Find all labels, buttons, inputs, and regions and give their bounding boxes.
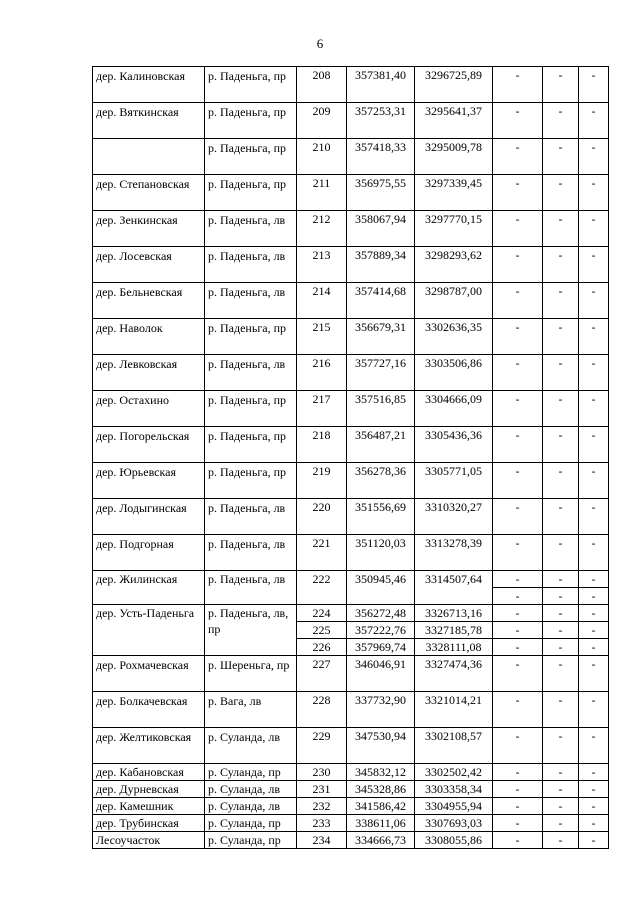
value-cell: -: [543, 211, 579, 247]
table-row: [93, 355, 609, 391]
river-cell: р. Вага, лв: [205, 692, 297, 728]
value-cell: -: [543, 247, 579, 283]
river-cell: р. Паденьга, лв: [205, 283, 297, 319]
value-cell: -: [579, 103, 609, 139]
table-row: [93, 139, 609, 175]
value-cell: -: [493, 319, 543, 355]
value-cell: -: [493, 605, 543, 622]
table-row: [93, 535, 609, 571]
table-row: [93, 175, 609, 211]
value-cell: -: [543, 571, 579, 588]
value-cell: -: [579, 692, 609, 728]
settlement-cell: дер. Степановская: [93, 175, 205, 211]
table-row: [93, 103, 609, 139]
value-cell: -: [493, 728, 543, 764]
y-coordinate-cell: 3304955,94: [415, 798, 493, 815]
value-cell: -: [493, 571, 543, 588]
value-cell: -: [543, 639, 579, 656]
value-cell: -: [493, 175, 543, 211]
x-coordinate-cell: 334666,73: [347, 832, 415, 849]
value-cell: -: [543, 535, 579, 571]
x-coordinate-cell: 356278,36: [347, 463, 415, 499]
table-row: [93, 247, 609, 283]
table-row: [93, 764, 609, 781]
y-coordinate-cell: 3298293,62: [415, 247, 493, 283]
river-cell: р. Паденьга, пр: [205, 175, 297, 211]
table-row: [93, 605, 609, 622]
river-cell: р. Паденьга, лв: [205, 571, 297, 605]
table-row: [93, 319, 609, 355]
y-coordinate-cell: 3303506,86: [415, 355, 493, 391]
value-cell: -: [543, 139, 579, 175]
x-coordinate-cell: 357889,34: [347, 247, 415, 283]
page-number: 6: [316, 36, 324, 51]
value-cell: -: [543, 728, 579, 764]
value-cell: -: [579, 463, 609, 499]
settlement-cell: дер. Дурневская: [93, 781, 205, 798]
value-cell: -: [543, 781, 579, 798]
value-cell: -: [493, 588, 543, 605]
x-coordinate-cell: 345328,86: [347, 781, 415, 798]
settlement-cell: дер. Жилинская: [93, 571, 205, 605]
value-cell: -: [579, 319, 609, 355]
value-cell: -: [543, 588, 579, 605]
settlement-cell: дер. Кабановская: [93, 764, 205, 781]
point-number-cell: 225: [297, 622, 347, 639]
y-coordinate-cell: 3304666,09: [415, 391, 493, 427]
value-cell: -: [579, 781, 609, 798]
river-cell: р. Суланда, лв: [205, 728, 297, 764]
value-cell: -: [579, 427, 609, 463]
point-number-cell: 215: [297, 319, 347, 355]
table-row: [93, 815, 609, 832]
point-number-cell: 221: [297, 535, 347, 571]
y-coordinate-cell: 3302636,35: [415, 319, 493, 355]
value-cell: -: [493, 139, 543, 175]
table-row: [93, 391, 609, 427]
value-cell: -: [493, 535, 543, 571]
value-cell: -: [493, 103, 543, 139]
x-coordinate-cell: 358067,94: [347, 211, 415, 247]
value-cell: -: [543, 499, 579, 535]
value-cell: -: [543, 605, 579, 622]
x-coordinate-cell: 357418,33: [347, 139, 415, 175]
value-cell: -: [579, 815, 609, 832]
value-cell: -: [579, 139, 609, 175]
value-cell: -: [579, 639, 609, 656]
value-cell: -: [543, 283, 579, 319]
river-cell: р. Суланда, лв: [205, 798, 297, 815]
y-coordinate-cell: 3321014,21: [415, 692, 493, 728]
y-coordinate-cell: 3308055,86: [415, 832, 493, 849]
value-cell: -: [493, 391, 543, 427]
x-coordinate-cell: 351120,03: [347, 535, 415, 571]
point-number-cell: 222: [297, 571, 347, 605]
settlement-cell: дер. Вяткинская: [93, 103, 205, 139]
table-row: [93, 832, 609, 849]
value-cell: -: [543, 175, 579, 211]
value-cell: -: [493, 656, 543, 692]
value-cell: -: [543, 427, 579, 463]
river-cell: р. Паденьга, пр: [205, 391, 297, 427]
river-cell: р. Паденьга, лв: [205, 535, 297, 571]
river-cell: р. Паденьга, лв: [205, 499, 297, 535]
x-coordinate-cell: 357381,40: [347, 67, 415, 103]
value-cell: -: [579, 211, 609, 247]
value-cell: -: [493, 355, 543, 391]
value-cell: -: [579, 622, 609, 639]
table-row: [93, 211, 609, 247]
river-cell: р. Паденьга, пр: [205, 463, 297, 499]
value-cell: -: [579, 764, 609, 781]
value-cell: -: [579, 175, 609, 211]
value-cell: -: [543, 103, 579, 139]
y-coordinate-cell: 3326713,16: [415, 605, 493, 622]
point-number-cell: 219: [297, 463, 347, 499]
table-row: [93, 463, 609, 499]
settlement-cell: дер. Остахино: [93, 391, 205, 427]
settlement-cell: дер. Подгорная: [93, 535, 205, 571]
value-cell: -: [493, 622, 543, 639]
river-cell: р. Паденьга, лв: [205, 355, 297, 391]
value-cell: -: [579, 535, 609, 571]
settlement-cell: дер. Калиновская: [93, 67, 205, 103]
x-coordinate-cell: 337732,90: [347, 692, 415, 728]
point-number-cell: 211: [297, 175, 347, 211]
settlement-cell: дер. Бельневская: [93, 283, 205, 319]
value-cell: -: [579, 728, 609, 764]
table-row: [93, 283, 609, 319]
settlement-cell: дер. Болкачевская: [93, 692, 205, 728]
value-cell: -: [493, 639, 543, 656]
x-coordinate-cell: 357727,16: [347, 355, 415, 391]
x-coordinate-cell: 357516,85: [347, 391, 415, 427]
river-cell: р. Паденьга, пр: [205, 427, 297, 463]
point-number-cell: 217: [297, 391, 347, 427]
value-cell: -: [579, 656, 609, 692]
value-cell: -: [543, 67, 579, 103]
value-cell: -: [493, 832, 543, 849]
value-cell: -: [579, 588, 609, 605]
x-coordinate-cell: 357253,31: [347, 103, 415, 139]
x-coordinate-cell: 356975,55: [347, 175, 415, 211]
value-cell: -: [493, 463, 543, 499]
value-cell: -: [579, 283, 609, 319]
settlement-cell: дер. Усть-Паденьга: [93, 605, 205, 656]
point-number-cell: 226: [297, 639, 347, 656]
point-number-cell: 228: [297, 692, 347, 728]
x-coordinate-cell: 357414,68: [347, 283, 415, 319]
value-cell: -: [543, 764, 579, 781]
table-row: [93, 427, 609, 463]
value-cell: -: [493, 781, 543, 798]
value-cell: -: [579, 798, 609, 815]
x-coordinate-cell: 345832,12: [347, 764, 415, 781]
y-coordinate-cell: 3302108,57: [415, 728, 493, 764]
value-cell: -: [543, 656, 579, 692]
river-cell: р. Суланда, пр: [205, 832, 297, 849]
river-cell: р. Паденьга, пр: [205, 139, 297, 175]
point-number-cell: 232: [297, 798, 347, 815]
point-number-cell: 230: [297, 764, 347, 781]
settlement-cell: дер. Камешник: [93, 798, 205, 815]
settlement-cell: дер. Рохмачевская: [93, 656, 205, 692]
point-number-cell: 224: [297, 605, 347, 622]
river-cell: р. Суланда, пр: [205, 764, 297, 781]
value-cell: -: [579, 832, 609, 849]
x-coordinate-cell: 356679,31: [347, 319, 415, 355]
point-number-cell: 231: [297, 781, 347, 798]
value-cell: -: [579, 605, 609, 622]
value-cell: -: [543, 798, 579, 815]
y-coordinate-cell: 3295641,37: [415, 103, 493, 139]
y-coordinate-cell: 3313278,39: [415, 535, 493, 571]
y-coordinate-cell: 3327185,78: [415, 622, 493, 639]
y-coordinate-cell: 3310320,27: [415, 499, 493, 535]
point-number-cell: 227: [297, 656, 347, 692]
y-coordinate-cell: 3305771,05: [415, 463, 493, 499]
value-cell: -: [493, 499, 543, 535]
river-cell: р. Паденьга, лв, пр: [205, 605, 297, 656]
settlement-cell: дер. Левковская: [93, 355, 205, 391]
table-row: [93, 781, 609, 798]
value-cell: -: [579, 67, 609, 103]
settlement-cell: дер. Погорельская: [93, 427, 205, 463]
point-number-cell: 234: [297, 832, 347, 849]
value-cell: -: [579, 571, 609, 588]
value-cell: -: [493, 764, 543, 781]
river-cell: р. Паденьга, пр: [205, 319, 297, 355]
settlement-cell: дер. Юрьевская: [93, 463, 205, 499]
river-cell: р. Паденьга, лв: [205, 211, 297, 247]
value-cell: -: [493, 692, 543, 728]
value-cell: -: [493, 798, 543, 815]
settlement-cell: Лесоучасток: [93, 832, 205, 849]
table-row: [93, 728, 609, 764]
y-coordinate-cell: 3328111,08: [415, 639, 493, 656]
table-row: [93, 67, 609, 103]
x-coordinate-cell: 346046,91: [347, 656, 415, 692]
point-number-cell: 208: [297, 67, 347, 103]
point-number-cell: 220: [297, 499, 347, 535]
x-coordinate-cell: 357969,74: [347, 639, 415, 656]
settlement-cell: дер. Трубинская: [93, 815, 205, 832]
x-coordinate-cell: 356272,48: [347, 605, 415, 622]
value-cell: -: [493, 427, 543, 463]
value-cell: -: [579, 355, 609, 391]
table-row: [93, 571, 609, 588]
y-coordinate-cell: 3298787,00: [415, 283, 493, 319]
point-number-cell: 210: [297, 139, 347, 175]
y-coordinate-cell: 3297339,45: [415, 175, 493, 211]
table-row: [93, 656, 609, 692]
y-coordinate-cell: 3305436,36: [415, 427, 493, 463]
value-cell: -: [543, 622, 579, 639]
value-cell: -: [543, 319, 579, 355]
x-coordinate-cell: 357222,76: [347, 622, 415, 639]
y-coordinate-cell: 3302502,42: [415, 764, 493, 781]
point-number-cell: 233: [297, 815, 347, 832]
settlement-cell: дер. Лосевская: [93, 247, 205, 283]
y-coordinate-cell: 3295009,78: [415, 139, 493, 175]
river-cell: р. Шереньга, пр: [205, 656, 297, 692]
y-coordinate-cell: 3303358,34: [415, 781, 493, 798]
table-row: [93, 692, 609, 728]
value-cell: -: [493, 67, 543, 103]
settlement-cell: [93, 139, 205, 175]
value-cell: -: [579, 499, 609, 535]
settlement-cell: дер. Лодыгинская: [93, 499, 205, 535]
y-coordinate-cell: 3307693,03: [415, 815, 493, 832]
point-number-cell: 229: [297, 728, 347, 764]
x-coordinate-cell: 350945,46: [347, 571, 415, 605]
x-coordinate-cell: 338611,06: [347, 815, 415, 832]
value-cell: -: [543, 391, 579, 427]
y-coordinate-cell: 3297770,15: [415, 211, 493, 247]
value-cell: -: [543, 815, 579, 832]
river-cell: р. Паденьга, пр: [205, 67, 297, 103]
settlement-cell: дер. Наволок: [93, 319, 205, 355]
point-number-cell: 209: [297, 103, 347, 139]
table-row: [93, 499, 609, 535]
value-cell: -: [543, 355, 579, 391]
river-cell: р. Паденьга, лв: [205, 247, 297, 283]
x-coordinate-cell: 341586,42: [347, 798, 415, 815]
value-cell: -: [543, 463, 579, 499]
value-cell: -: [493, 815, 543, 832]
value-cell: -: [543, 692, 579, 728]
table-row: [93, 798, 609, 815]
x-coordinate-cell: 347530,94: [347, 728, 415, 764]
point-number-cell: 216: [297, 355, 347, 391]
x-coordinate-cell: 351556,69: [347, 499, 415, 535]
coordinates-table: [92, 66, 609, 849]
value-cell: -: [579, 247, 609, 283]
river-cell: р. Паденьга, пр: [205, 103, 297, 139]
point-number-cell: 218: [297, 427, 347, 463]
value-cell: -: [579, 391, 609, 427]
y-coordinate-cell: 3314507,64: [415, 571, 493, 605]
value-cell: -: [493, 211, 543, 247]
y-coordinate-cell: 3296725,89: [415, 67, 493, 103]
value-cell: -: [543, 832, 579, 849]
settlement-cell: дер. Желтиковская: [93, 728, 205, 764]
point-number-cell: 214: [297, 283, 347, 319]
x-coordinate-cell: 356487,21: [347, 427, 415, 463]
value-cell: -: [493, 247, 543, 283]
settlement-cell: дер. Зенкинская: [93, 211, 205, 247]
value-cell: -: [493, 283, 543, 319]
y-coordinate-cell: 3327474,36: [415, 656, 493, 692]
river-cell: р. Суланда, пр: [205, 815, 297, 832]
river-cell: р. Суланда, лв: [205, 781, 297, 798]
point-number-cell: 212: [297, 211, 347, 247]
point-number-cell: 213: [297, 247, 347, 283]
